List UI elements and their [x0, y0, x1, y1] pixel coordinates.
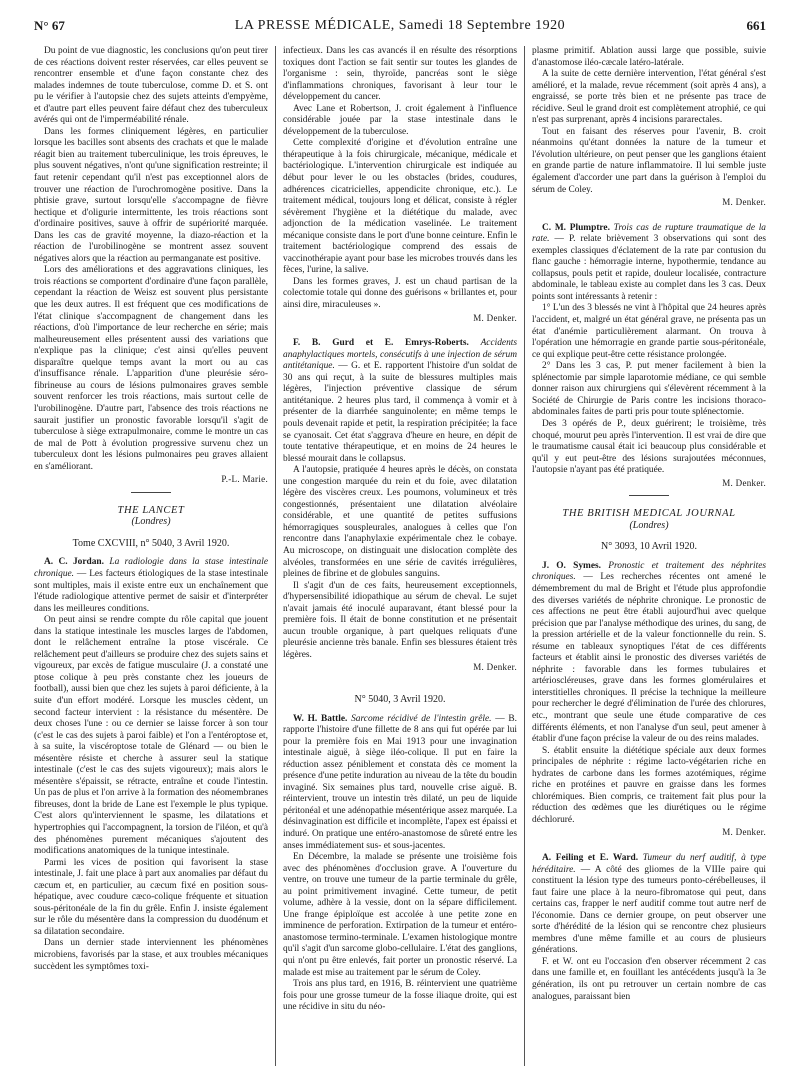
article-text: — P. relate brièvement 3 observations qui sont des exemples classiques d'éclatement de la rate par contusion du flanc gauche : hémorragie interne, hypothermie, tendance au collapsus, pouls petit et rapide, douleur localisée, contracture abdominale, le tableau existe au complet dans les 3 cas. Deux points sont intéressants à retenir : [532, 234, 766, 302]
column-1 [34, 46, 268, 1066]
paragraph: Dans un dernier stade interviennent les phénomènes microbiens, favorisés par la stase, et aux troubles mécaniques succèdent les symptômes toxi- [34, 938, 268, 972]
paragraph: F. et W. ont eu l'occasion d'en observer récemment 2 cas dans une famille et, en fouillant les antécédents jusqu'à la 3e génération, ils ont pu retrouver un certain nombre de cas analogues, paraissant bien [532, 956, 766, 1002]
paragraph: Du point de vue diagnostic, les conclusions qu'on peut tirer de ces réactions doivent rester réservées, car elles peuvent se rencontrer ensemble et d'une façon constante chez des malades indemnes de toute tuberculose, comme D. et S. ont pu le vérifier à l'autopsie chez des sujets atteints d'empyème, et d'autre part elles peuvent faire défaut chez des tuberculeux avérés qui ont de l'imperméabilité rénale. [34, 46, 268, 126]
paragraph: Il s'agit d'un de ces faits, heureusement exceptionnels, d'hypersensibilité idiopathique au sérum de cheval. Le sujet n'avait jamais été inoculé auparavant, étant blessé pour la première fois. Il était de bonne constitution et ne présentait aucun trouble organique, à part quelques reliquats d'une pleurésie ancienne très banale. Enfin ses blessures étaient très légères. [283, 580, 517, 660]
article-author: A. Feiling et E. Ward. [542, 853, 639, 863]
separator-rule [131, 492, 171, 493]
article-title: Sarcome récidivé de l'intestin grêle. [351, 713, 492, 724]
column-3 [532, 46, 766, 1066]
article-author: J. O. Symes. [542, 560, 602, 571]
paragraph: Cette complexité d'origine et d'évolution entraîne une thérapeutique à la fois chirurgicale, mécanique, médicale et bactériologique. L'intervention chirurgicale est indiquée au début pour lever le ou les obstacles (brides, coudures, adhérences cicatricielles, appendicite chronique, etc.). Le traitement médical, toujours long et délicat, consiste à régler sévèrement l'hygiène et la diététique du malade, avec adjonction de la médication vaselinée. Le traitement mécanique consiste dans le port d'une bonne ceinture. Enfin le traitement bactériologique comprend des essais de vaccinothérapie ayant pour base les microbes trouvés dans les fèces, l'urine, la salive. [283, 138, 517, 276]
article-columns [34, 46, 766, 1066]
signature: M. Denker. [473, 662, 517, 673]
paragraph: 1° L'un des 3 blessés ne vint à l'hôpital que 24 heures après l'accident, et, malgré un état général grave, ne présenta pas un état d'anémie particulièrement alarmant. On trouva à l'opération une hémorragie en grande partie sous-péritonéale, ce qui explique peut-être cette résistance prolongée. [532, 303, 766, 360]
issue-line: N° 3093, 10 Avril 1920. [600, 541, 698, 553]
paragraph: Tout en faisant des réserves pour l'avenir, B. croit néanmoins qu'étant données la nature de la tumeur et l'évolution ultérieure, on peut penser que les ganglions étaient en grande partie de nature inflammatoire. Il lui semble juste également d'accorder une part dans la guérison à l'emploi du sérum de Coley. [532, 126, 766, 195]
paragraph: A la suite de cette dernière intervention, l'état général s'est amélioré, et la malade, revue récemment (soit après 4 ans), a engraissé, se porte très bien et ne présente pas trace de récidive. Seul le grand droit est complètement atrophié, ce qui n'est pas surprenant, après 4 incisions pararectales. [532, 69, 766, 126]
signature: M. Denker. [722, 197, 766, 208]
paragraph: 2° Dans les 3 cas, P. put mener facilement à bien la splénectomie par simple laparotomie médiane, ce qui semble donner raison aux chirurgiens qui s'élevèrent récemment à la Société de Chirurgie de Paris contre les incisions thoraco-abdominales faites de parti pris pour toute splénectomie. [532, 361, 766, 418]
journal-heading: THE BRITISH MEDICAL JOURNAL [562, 508, 736, 520]
article-text: — A côté des gliomes de la VIIIe paire qui constituent la lésion type des tumeurs ponto-cérébelleuses, il faut faire une place à la neuro-fibromatose qui peut, dans certains cas, frapper le nerf auditif comme tout autre nerf de l'économie. Dans ce dernier groupe, on peut observer une sorte d'hérédité de la lésion qui se rencontre chez plusieurs membres d'une même famille et au cours de plusieurs générations. [532, 864, 766, 956]
paragraph: Des 3 opérés de P., deux guérirent; le troisième, très choqué, mourut peu après l'intervention. Il est vrai de dire que le traumatisme causal était ici beaucoup plus considérable et qu'il y eut peut-être des lésions surajoutées méconnues, l'autopsie n'ayant pas été pratiquée. [532, 418, 766, 476]
article-text: — Les facteurs étiologiques de la stase intestinale sont multiples, mais il existe entre eux un enchaînement que l'étude radiologique attentive permet de saisir et d'interpréter dans les meilleures conditions. [34, 568, 268, 614]
article-title: Trois cas de rupture traumatique de la rate. [532, 222, 766, 245]
article-text: — G. et E. rapportent l'histoire d'un soldat de 30 ans qui reçut, à la suite de blessures multiples mais légères, l'injection préventive classique de sérum antitétanique. 2 heures plus tard, il commença à vomir et à présenter de la diarrhée sanguinolente; en même temps le pouls devenait rapide et petit, la respiration précipitée; la face se cyanosait. Cet état s'aggrava d'heure en heure, en dépit de toute tentative thérapeutique, et en moins de 24 heures le blessé mourait dans le collapsus. [283, 361, 517, 464]
journal-heading: THE LANCET [117, 504, 185, 516]
article-title: Pronostic et traitement des néphrites chroniques. [532, 560, 766, 583]
article-lead [532, 561, 766, 746]
journal-title: LA PRESSE MÉDICALE, Samedi 18 Septembre 1920 [234, 18, 566, 33]
article-text: — Les recherches récentes ont amené le démembrement du mal de Bright et l'étude plus approfondie des diverses variétés de néphrite chronique. Le pronostic de ces affections ne peut être établi aujourd'hui avec quelque précision que par l'analyse méthodique des urines, du sang, de la pression artérielle et de la valeur fonctionnelle du rein. S. résume en tableaux synoptiques l'état de ces différents facteurs et établit ainsi le pronostic des diverses variétés de néphrite : favorable dans les formes tubulaires et artérioscléreuses, grave dans les formes glomérulaires et interstitielles chroniques. Il précise la technique la meilleure pour rechercher le degré d'élimination de l'urée des chlorures, etc., montrant que seule une étude comparative de ces différents éléments, et non l'analyse d'un seul, peut amener à établir d'une façon précise la valeur de ou des reins malades. [532, 572, 766, 745]
column-divider [275, 46, 276, 1066]
signature: M. Denker. [473, 312, 517, 323]
paragraph: S. établit ensuite la diététique spéciale aux deux formes principales de néphrite : régime lacto-végétarien riche en hydrates de carbone dans les formes azotémiques, régime riche en protéines et pauvre en graisse dans les formes chlorémiques. Bien compris, ce traitement fait plus pour la réduction des œdèmes que les diurétiques ou le régime déchloruré. [532, 745, 766, 825]
paragraph: Dans les formes graves, J. est un chaud partisan de la colectomie totale qui donne des guérisons « brillantes et, pour ainsi dire, miraculeuses ». [283, 276, 517, 311]
article-author: F. B. Gurd et E. Emrys-Roberts. [293, 338, 469, 349]
article-author: W. H. Battle. [293, 713, 348, 724]
article-text: — B. rapporte l'histoire d'une fillette de 8 ans qui fut opérée par lui pour la première fois en Mai 1913 pour une invagination intestinale aiguë, à siège iléo-colique. Il put en faire la réduction assez péniblement et constata dès ce moment la présence d'une petite induration au niveau de la tête du boudin invaginé. Six semaines plus tard, nouvelle crise aiguë. B. réintervient, trouve un intestin très dilaté, un peu de liquide péritonéal et une adénopathie mésentérique assez marquée. La désinvagination est difficile et incomplète, l'apex est épaissi et induré. On pratique une entéro-anastomose de sûreté entre les anses immédiatement sus- et sous-jacentes. [283, 713, 517, 851]
article-author: A. C. Jordan. [44, 557, 104, 568]
signature: M. Denker. [722, 477, 766, 488]
column-2 [283, 46, 517, 1066]
paragraph: Dans les formes cliniquement légères, en particulier lorsque les bacilles sont absents des crachats et que le malade réagit bien au traitement tuberculinique, les trois épreuves, le plus souvent négatives, n'ont qu'une signification restreinte; il faut retenir cependant qu'il n'est pas exceptionnel alors de trouver une réaction de l'urochromogène positive. Dans la phtisie grave, surtout lorsqu'elle s'accompagne de fièvre hectique et d'oligurie intermittente, les trois réactions sont d'ordinaire positives, sauve à offrir de supériorité marquée. Dans les cas de gravité moyenne, la diazo-réaction et la réaction de l'urobilinogène se montrent assez souvent négatives alors que la réaction au permanganate est positive. [34, 126, 268, 264]
article-title: Accidents anaphylactiques mortels, consécutifs à une injection de sérum antitétanique. [283, 338, 517, 372]
page-number-right: 661 [746, 18, 766, 33]
paragraph: A l'autopsie, pratiquée 4 heures après le décès, on constata une congestion marquée du rein et du foie, avec dilatation légère des viscères creux. Les poumons, volumineux et très congestionnés, présentaient une dilatation alvéolaire considérable, et une quantité de petites suffusions hémorragiques souspleurales, analogues à celles que l'on rencontre dans l'anaphylaxie expérimentale chez le cobaye. Au microscope, on distinguait une dislocation complète des alvéoles, transformées en une série de cavités irrégulières, pleines de fibrine et de globules sanguins. [283, 465, 517, 580]
journal-city: (Londres) [131, 516, 171, 528]
paragraph: Parmi les vices de position qui favorisent la stase intestinale, J. fait une place à part aux anomalies par défaut du cæcum et, en particulier, au cæcum fixé en position sous-hépatique, avec coudure cæco-colique fréquente et situation sous-péritonéale de la fin du grêle. Enfin J. insiste également sur le rôle du mésentère dans la compression du duodénum et sa dilatation secondaire. [34, 857, 268, 937]
article-title: La radiologie dans la stase intestinale chronique. [34, 557, 268, 579]
column-divider [524, 46, 525, 1066]
paragraph: On peut ainsi se rendre compte du rôle capital que jouent dans la statique intestinale les muscles larges de l'abdomen, dont le relâchement entraîne la ptose viscérale. Ce relâchement peut d'ailleurs se produire chez des sujets sains et vigoureux, par excès de fatigue musculaire (J. a constaté une ptose colique à peu près constante chez les joueurs de football), aussi bien que chez les sujets à paroi déficiente, à la suite d'un effort modéré. Lorsque les muscles cèdent, un second facteur intervient : la résistance du mésentère. De deux choses l'une : ou ce dernier se laisse forcer à son tour (c'est le cas des sujets à paroi faible) et l'on a l'entéroptose et, à sa suite, la viscéroptose totale de Glénard — ou bien le mésentère résiste et cherche à assurer seul la statique intestinale (c'est le cas des sujets vigoureux); mais alors le mésentère s'épaissit, se rétracte, entraîne et coude l'intestin. Un pas de plus et l'on arrive à la formation des néomembranes fibreuses, dont la bride de Lane est l'exemple le plus typique. C'est alors qu'interviennent le spasme, les dilatations et hypertrophies qui l'accompagnent, la torsion de l'iléon, et qu'à des phénomènes purement mécaniques s'ajoutent des modifications anatomiques de la tunique intestinale. [34, 615, 268, 857]
journal-city: (Londres) [629, 519, 669, 531]
article-lead [34, 557, 268, 615]
page-header [34, 16, 766, 38]
article-lead [532, 223, 766, 304]
issue-line: N° 5040, 3 Avril 1920. [354, 693, 446, 705]
paragraph: Trois ans plus tard, en 1916, B. réintervient une quatrième fois pour une grosse tumeur de la fosse iliaque droite, qui est une récidive in situ du néo- [283, 979, 517, 1013]
article-lead [532, 853, 766, 957]
article-lead [283, 338, 517, 465]
issue-line: Tome CXCVIII, n° 5040, 3 Avril 1920. [72, 537, 230, 549]
page-number-left: N° 67 [34, 18, 65, 33]
paragraph: Lors des améliorations et des aggravations cliniques, les trois réactions se comportent d'ordinaire d'une façon parallèle, cependant la réaction de Weisz est souvent plus persistante que les deux autres. Il est fréquent que ces modifications de l'état clinique s'accompagnent de changement dans les réactions, d'où l'importance de leur recherche en série; mais malheureusement elles présentent aussi des variations que n'explique pas la clinique; c'est ainsi qu'elles peuvent disparaître quelque temps avant la mort ou au cas d'insuffisance rénale. L'apparition d'une pleurésie séro-fibrineuse au cours de lésions pulmonaires graves semble souvent renforcer les trois réactions, mais surtout celle de l'urobilinogène. D'autre part, l'absence des trois réactions ne saurait justifier un pronostic favorable lorsqu'il s'agit de tuberculose à siège extrapulmonaire, comme le montre un cas de mal de Pott à évolution progressive survenu chez un tuberculeux dont les lésions pulmonaires peu graves allaient en s'améliorant. [34, 265, 268, 472]
signature: M. Denker. [722, 827, 766, 838]
paragraph: plasme primitif. Ablation aussi large que possible, suivie d'anastomose iléo-cæcale latéro-latérale. [532, 46, 766, 68]
signature: P.-L. Marie. [221, 474, 268, 485]
paragraph: En Décembre, la malade se présente une troisième fois avec des phénomènes d'occlusion grave. A l'ouverture du ventre, on trouve une tumeur de la partie terminale du grêle, au point primitivement invaginé. Cette tumeur, de petit volume, adhère à la vessie, dont on la sépare difficilement. Une frange épiploïque est accolée à une petite zone en imminence de perforation. Extirpation de la tumeur et entéro-anastomose termino-terminale. L'examen histologique montre qu'il s'agit d'un sarcome globo-cellulaire. L'état des ganglions, qui n'ont pu être enlevés, fait porter un pronostic réservé. La malade est mise au traitement par le sérum de Coley. [283, 852, 517, 978]
paragraph: Avec Lane et Robertson, J. croit également à l'influence considérable jouée par la stase intestinale dans le développement de la tuberculose. [283, 103, 517, 137]
paragraph: infectieux. Dans les cas avancés il en résulte des résorptions toxiques dont l'action se fait sentir sur toutes les glandes de l'organisme : sein, thyroïde, pancréas sont le siège d'inflammations chroniques, favorisant à leur tour le développement du cancer. [283, 46, 517, 103]
article-title: Tumeur du nerf auditif, à type héréditaire. [532, 853, 766, 875]
separator-rule [629, 495, 669, 496]
article-lead [283, 714, 517, 853]
article-author: C. M. Plumptre. [542, 222, 610, 233]
